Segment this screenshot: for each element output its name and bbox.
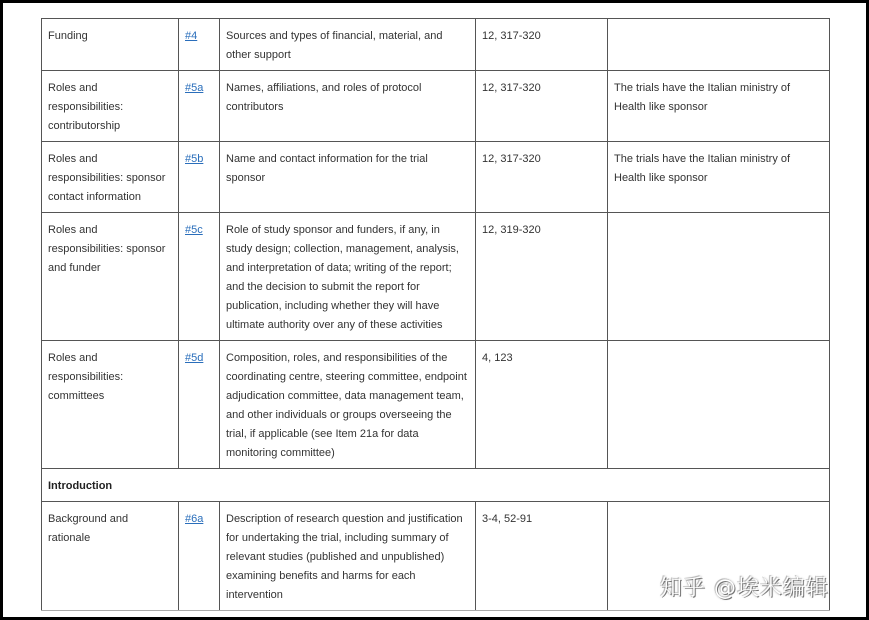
document-page [3, 3, 866, 617]
notes-cell [608, 19, 830, 71]
table-row [42, 71, 830, 142]
watermark: 知乎 @埃米编辑 [660, 576, 829, 601]
item-link[interactable]: #4 [185, 30, 198, 42]
item-number-cell [179, 502, 220, 611]
item-link[interactable]: #5b [185, 153, 204, 165]
item-number-cell [179, 142, 220, 213]
section-item-cell: Funding [42, 19, 179, 71]
item-number-cell [179, 19, 220, 71]
description-cell: Role of study sponsor and funders, if any, in study design; collection, management, analysis, and interpretation of data; writing of the report; and the decision to submit the report for publication, including whether they will have ultimate authority over any of these activities [220, 213, 476, 341]
table-row [42, 19, 830, 71]
section-item-cell: Background and rationale [42, 502, 179, 611]
description-cell: Name and contact information for the trial sponsor [220, 142, 476, 213]
description-cell: Composition, roles, and responsibilities of the coordinating centre, steering committee, endpoint adjudication committee, data management team, and other individuals or groups overseeing the trial, if applicable (see Item 21a for data monitoring committee) [220, 341, 476, 469]
section-title: Introduction [42, 469, 830, 502]
description-cell: Description of research question and justification for undertaking the trial, including summary of relevant studies (published and unpublished) examining benefits and harms for each intervention [220, 502, 476, 611]
section-item-cell: Roles and responsibilities: sponsor contact information [42, 142, 179, 213]
item-link[interactable]: #5a [185, 82, 204, 94]
table-row [42, 341, 830, 469]
page-number-cell: 12, 317-320 [476, 142, 608, 213]
section-header-row [42, 469, 830, 502]
page-number-cell: 3-4, 52-91 [476, 502, 608, 611]
notes-cell: The trials have the Italian ministry of Health like sponsor [608, 71, 830, 142]
item-number-cell [179, 71, 220, 142]
item-link[interactable]: #5d [185, 352, 204, 364]
item-number-cell [179, 213, 220, 341]
table-row [42, 213, 830, 341]
item-link[interactable]: #5c [185, 224, 203, 236]
item-number-cell [179, 341, 220, 469]
section-item-cell: Roles and responsibilities: sponsor and funder [42, 213, 179, 341]
notes-cell [608, 341, 830, 469]
notes-cell [608, 213, 830, 341]
description-cell: Sources and types of financial, material, and other support [220, 19, 476, 71]
item-link[interactable]: #6a [185, 513, 204, 525]
description-cell: Names, affiliations, and roles of protocol contributors [220, 71, 476, 142]
section-item-cell: Roles and responsibilities: contributorship [42, 71, 179, 142]
page-number-cell: 12, 319-320 [476, 213, 608, 341]
section-item-cell: Roles and responsibilities: committees [42, 341, 179, 469]
page-number-cell: 12, 317-320 [476, 71, 608, 142]
notes-cell: The trials have the Italian ministry of Health like sponsor [608, 142, 830, 213]
page-number-cell: 4, 123 [476, 341, 608, 469]
table-row [42, 142, 830, 213]
checklist-table [41, 18, 830, 611]
page-number-cell: 12, 317-320 [476, 19, 608, 71]
